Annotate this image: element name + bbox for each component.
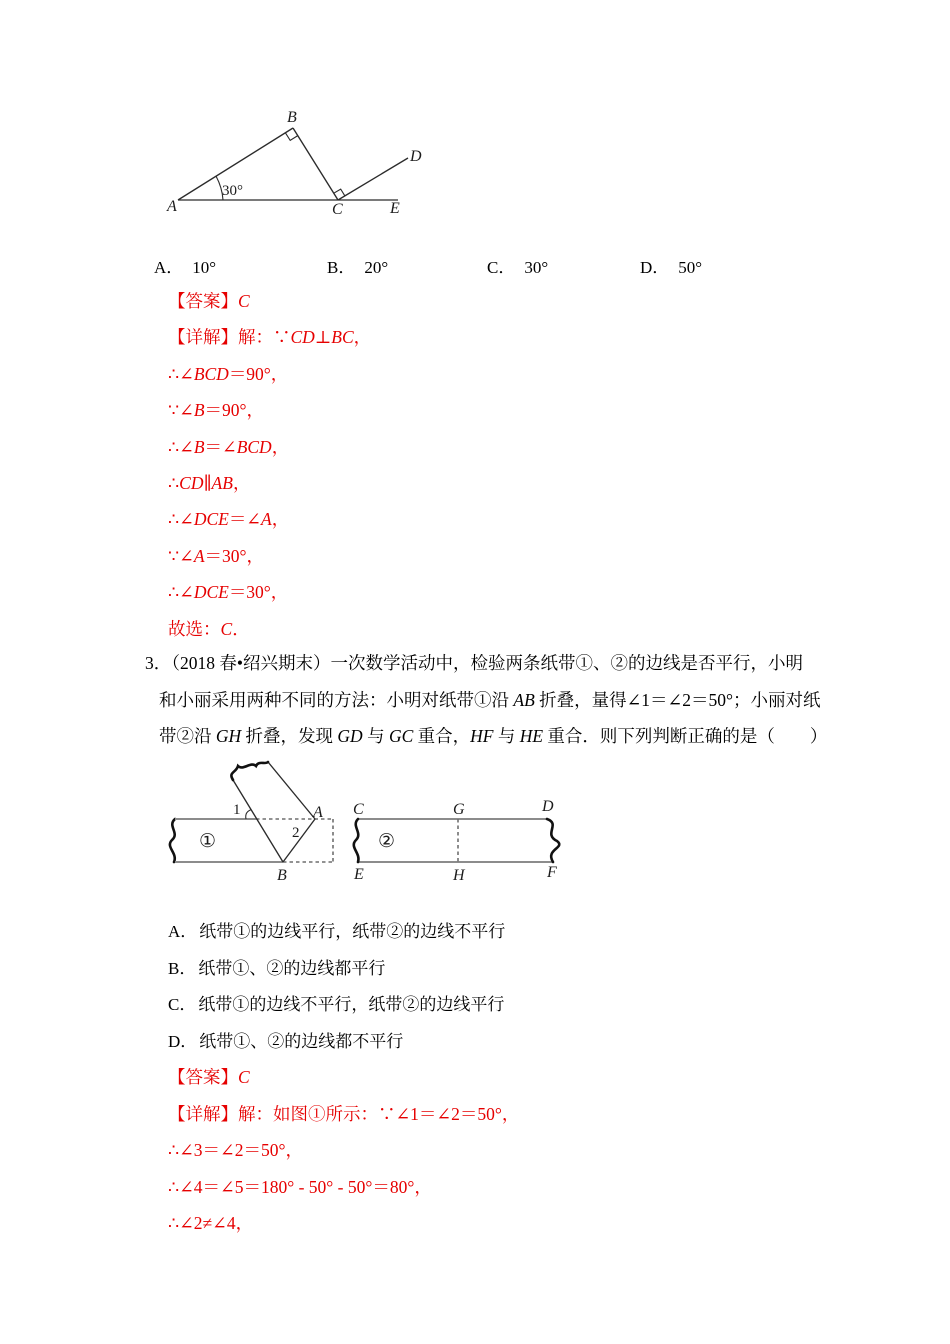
option-letter: C． [487,258,516,277]
option-text: 纸带①的边线不平行，纸带②的边线平行 [198,995,505,1015]
option-text: 纸带①、②的边线都平行 [198,958,386,978]
solution-line: ∴∠BCD＝90°， [168,363,289,384]
solution-line: 【详解】解：如图①所示：∵∠1＝∠2＝50°， [168,1103,520,1124]
option-letter: D． [640,258,670,277]
strip2-badge: ② [378,831,396,852]
point-label-g: G [453,801,465,818]
q2-option-b [327,249,388,286]
vertex-label-d: D [410,148,422,165]
strip1-badge: ① [199,831,217,852]
q2-option-a [154,249,216,286]
point-label-b: B [277,867,287,884]
q3-line-3: 带②沿 GH 折叠，发现 GD 与 GC 重合，HF 与 HE 重合．则下列判断正确的是（ ） [159,726,828,747]
q3-line-1: 3．（2018 春•绍兴期末）一次数学活动中，检验两条纸带①、②的边线是否平行，小明 [145,653,803,673]
option-value: 10° [192,258,217,277]
point-label-f: F [547,864,557,881]
point-label-a: A [313,804,323,821]
point-label-c: C [353,801,364,818]
q2-answer-line [168,283,371,319]
vertex-label-a: A [167,198,177,215]
solution-line: ∵∠A＝30°， [168,545,265,566]
answer-value: C [238,1067,250,1087]
option-value: 30° [524,258,549,277]
q3-answer-line [168,1059,519,1096]
q3-options-list [168,914,505,1060]
q2-option-d [640,249,702,286]
angle-30-label: 30° [222,183,243,199]
strip1-folded-edge [233,780,283,862]
option-value: 50° [678,258,703,277]
angle-1-label: 1 [233,802,241,818]
solution-line: 故选：C． [168,618,250,639]
solution-line: ∴∠DCE＝∠A， [168,509,290,530]
solution-line: ∵∠B＝90°， [168,400,265,421]
option-text: 纸带①的边线平行，纸带②的边线不平行 [199,922,506,941]
line-bc [293,128,338,200]
solution-line: ∴∠DCE＝30°， [168,582,289,603]
option-text: 纸带①、②的边线都不平行 [199,1031,404,1051]
figure-paper-strips [163,746,573,886]
point-label-d: D [542,798,554,815]
option-letter: A． [168,922,198,941]
q3-option-c [168,987,505,1024]
q3-option-a [168,914,505,951]
solution-line: 【详解】解：∵CD⊥BC， [168,327,372,348]
option-letter: B． [327,258,356,277]
answer-value: C [238,291,250,311]
point-label-e: E [354,866,364,883]
option-letter: B． [168,958,197,978]
vertex-label-b: B [287,109,297,126]
q3-option-b [168,951,505,988]
option-letter: A． [154,258,184,277]
figure-triangle [158,103,458,221]
strip2-torn-right-edge [547,819,559,862]
q3-option-d [168,1024,505,1061]
answer-label: 【答案】 [168,1067,238,1087]
vertex-label-e: E [390,200,400,217]
solution-line: ∴CD∥AB， [168,472,251,493]
angle-2-label: 2 [292,825,300,841]
q3-line-2: 和小丽采用两种不同的方法：小明对纸带①沿 AB 折叠，量得∠1＝∠2＝50°；小丽对纸 [159,689,821,710]
solution-line: ∴∠3＝∠2＝50°， [168,1140,303,1161]
question-number: 3． [145,653,172,673]
strip1-flap-edge [268,762,315,819]
q3-solution-block [168,1059,519,1242]
q2-option-c [487,249,548,286]
solution-line: ∴∠4＝∠5＝180° - 50° - 50°＝80°， [168,1176,432,1197]
q2-options-row [0,249,950,286]
strip1-angle1-arc [246,810,251,819]
option-letter: D． [168,1031,198,1051]
option-letter: C． [168,995,197,1015]
line-cd [338,158,408,200]
solution-line: ∴∠2≠∠4， [168,1213,254,1234]
q3-question-text [145,645,827,755]
point-label-h: H [453,867,465,884]
solution-line: ∴∠B＝∠BCD， [168,436,290,457]
option-value: 20° [364,258,389,277]
strip2-torn-left-edge [354,819,359,862]
q2-solution-block [168,283,371,647]
strip1-torn-top-edge [231,762,268,780]
vertex-label-c: C [332,201,343,218]
strip1-torn-left-edge [170,819,175,862]
answer-label: 【答案】 [168,291,238,311]
